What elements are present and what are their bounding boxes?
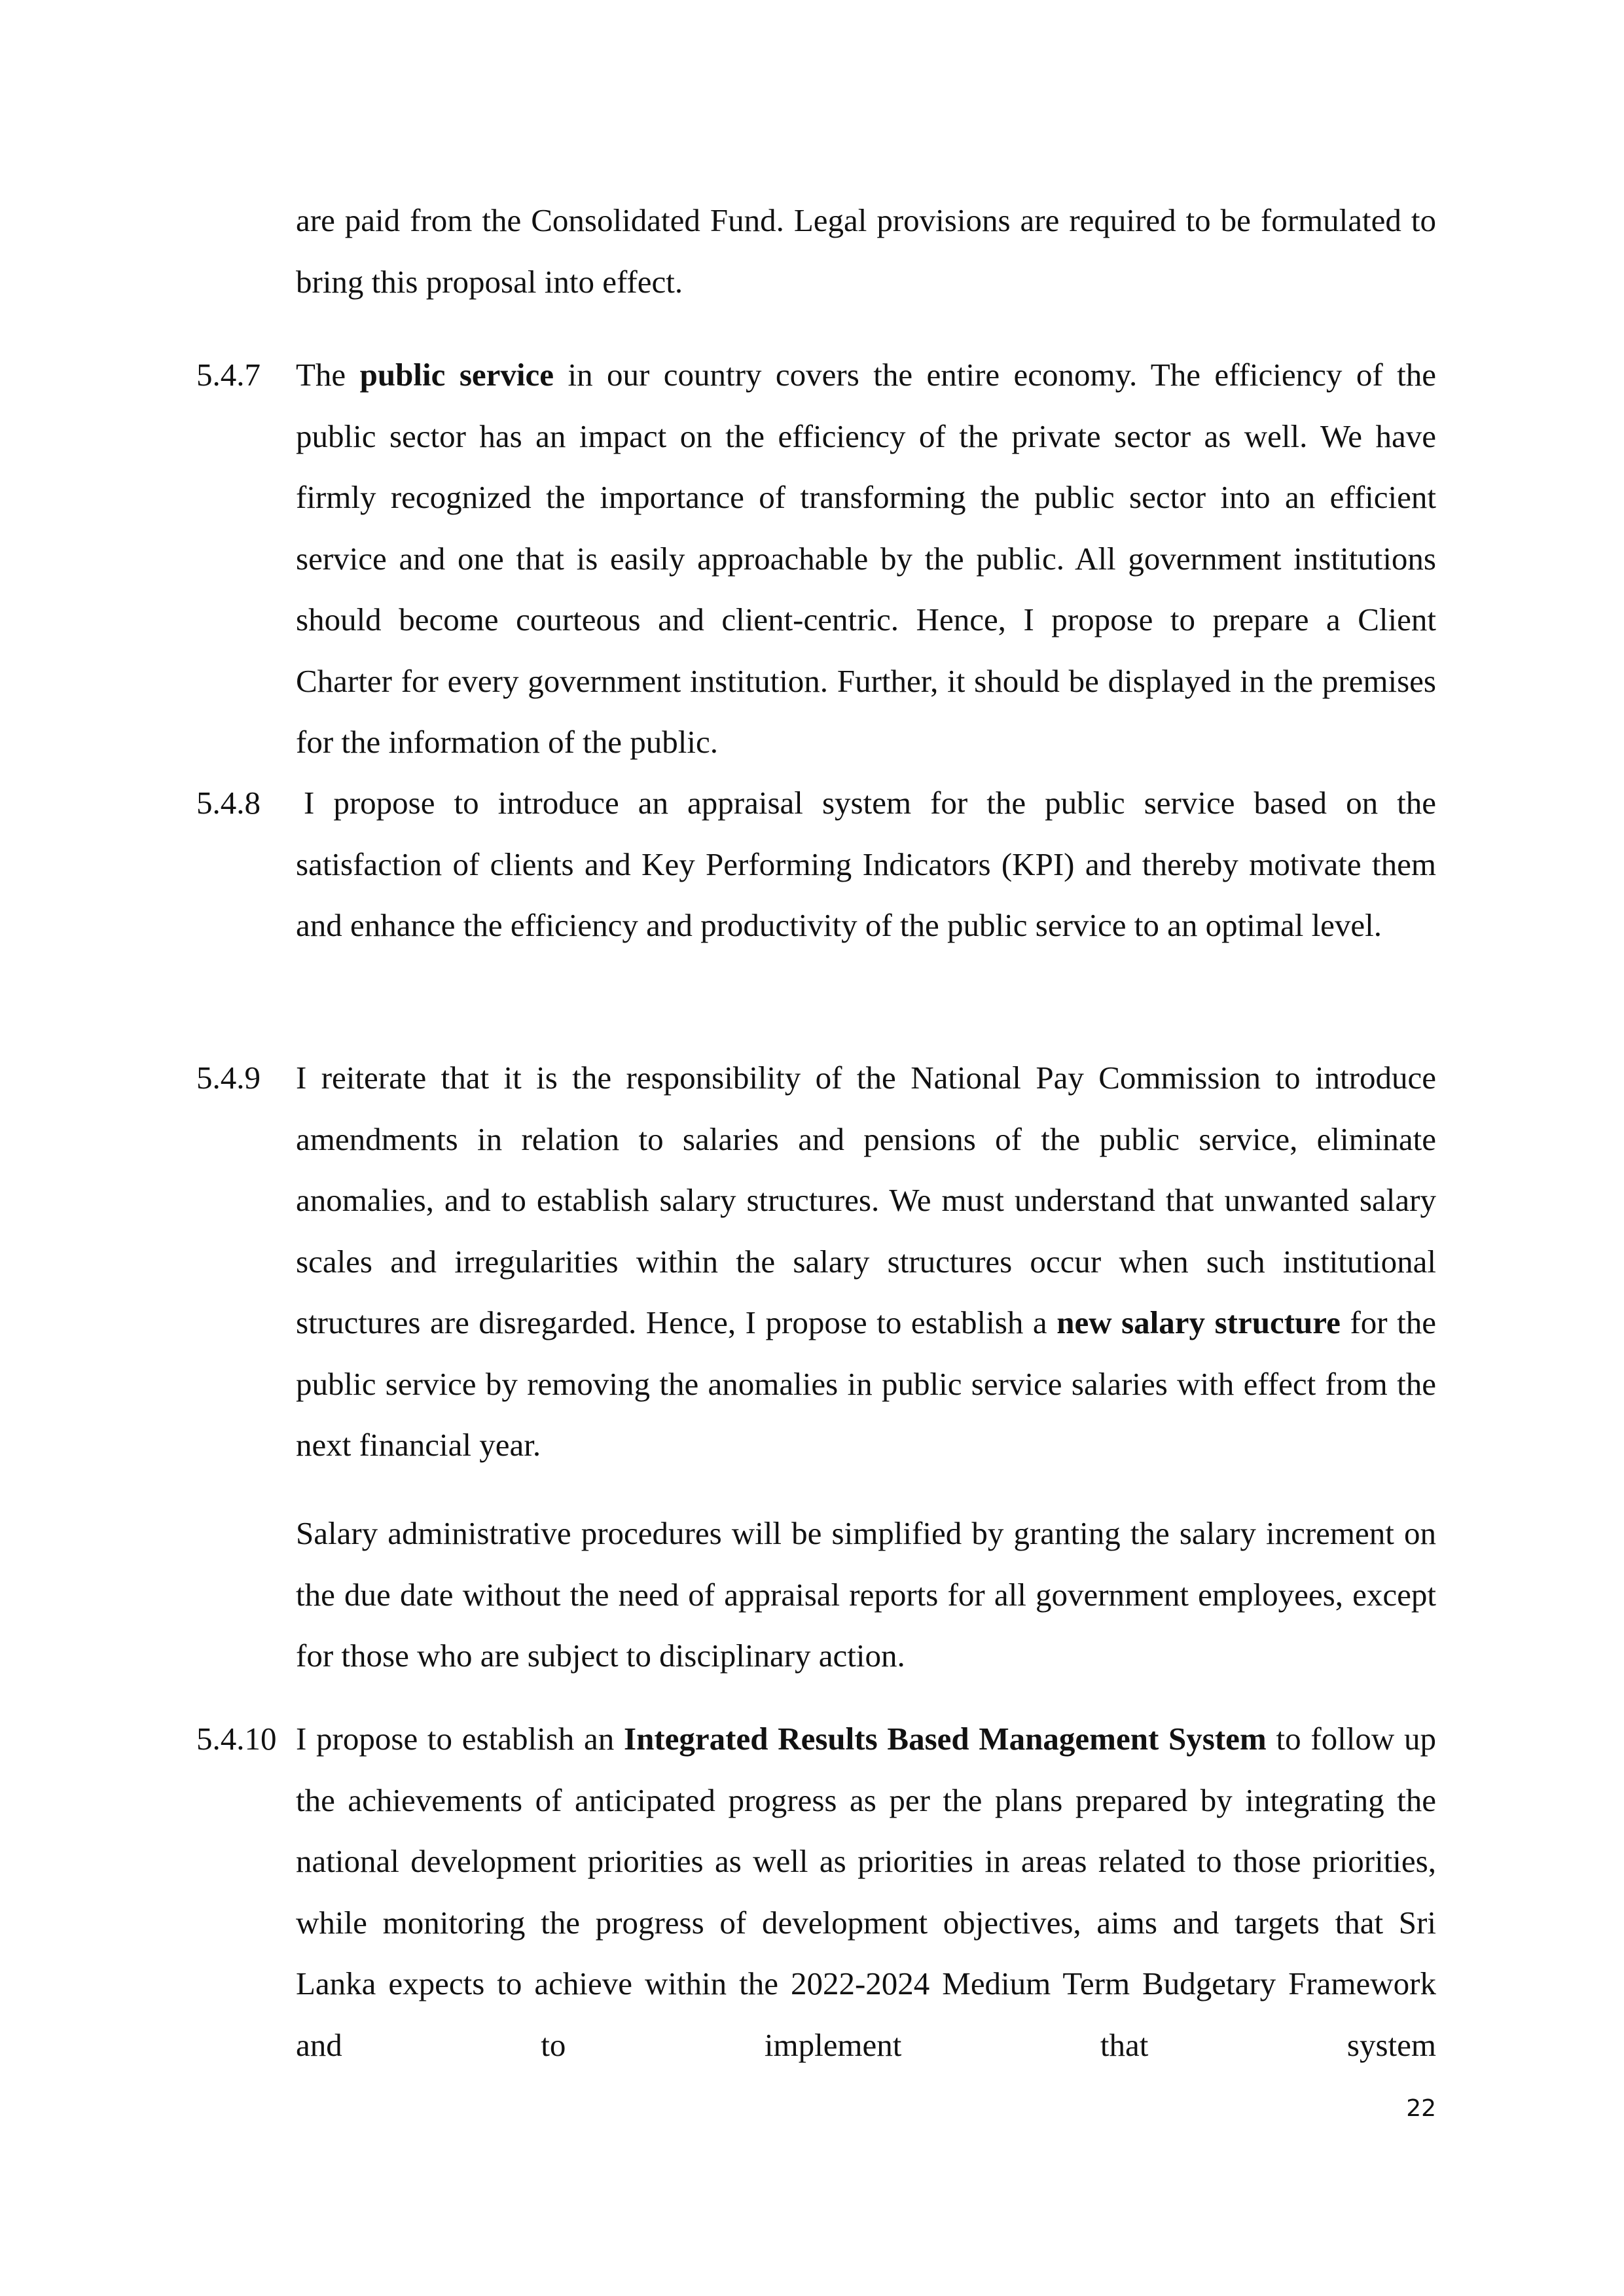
section-5-4-8-paragraph: I propose to introduce an appraisal system for the public service based on the satisfaction of clients and Key Performing Indicators (KPI) and thereby motivate them and enhance the efficiency and productivity of the public service to an optimal level. [296, 785, 1436, 943]
section-number-5-4-9: 5.4.9 [196, 1060, 261, 1096]
section-5-4-7-text-end: in our country covers the entire economy. The efficiency of the public sector has an impact on the efficiency of the private sector as well. We have firmly recognized the importance of transforming the public sector into an efficient service and one that is easily approachable by the public. All government institutions should become courteous and client-centric. Hence, I propose to prepare a Client Charter for every government institution. Further, it should be displayed in the premises for the information of the public. [296, 357, 1436, 760]
section-number-5-4-10: 5.4.10 [196, 1721, 277, 1757]
section-5-4-10-paragraph [296, 1708, 1436, 2075]
section-5-4-7-text-start: The [296, 357, 360, 393]
section-number-5-4-8: 5.4.8 [196, 785, 261, 821]
public-service-bold: public service [359, 357, 554, 393]
section-5-4-9-text-start: I reiterate that it is the responsibility of the National Pay Commission to introduce amendments in relation to salaries and pensions of the public service, eliminate anomalies, and to establish salary structures. We must understand that unwanted salary scales and irregularities within the salary structures occur when such institutional structures are disregarded. Hence, I propose to establish a [296, 1060, 1436, 1340]
continuation-paragraph: are paid from the Consolidated Fund. Legal provisions are required to be formulated to bring this proposal into effect. [296, 202, 1436, 300]
new-salary-structure-bold: new salary structure [1056, 1304, 1341, 1340]
section-5-4-10-text-start: I propose to establish an [296, 1721, 624, 1757]
page-number: 22 [1406, 2095, 1436, 2122]
section-5-4-7-paragraph [296, 344, 1436, 773]
section-number-5-4-7: 5.4.7 [196, 357, 261, 393]
section-5-4-9-paragraph [296, 1047, 1436, 1476]
salary-administration-paragraph: Salary administrative procedures will be simplified by granting the salary increment on the due date without the need of appraisal reports for all government employees, except for those who are subject to disciplinary action. [296, 1515, 1436, 1674]
integrated-rbm-system-bold: Integrated Results Based Management System [624, 1721, 1267, 1757]
section-5-4-10-text-end: to follow up the achievements of anticipated progress as per the plans prepared by integrating the national development priorities as well as priorities in areas related to those priorities, while monitoring the progress of development objectives, aims and targets that Sri Lanka expects to achieve within the 2022-2024 Medium Term Budgetary Framework and to implement that system [296, 1721, 1437, 2063]
section-5-4-9-text-end: for the public service by removing the anomalies in public service salaries with effect from the next financial year. [296, 1304, 1437, 1463]
